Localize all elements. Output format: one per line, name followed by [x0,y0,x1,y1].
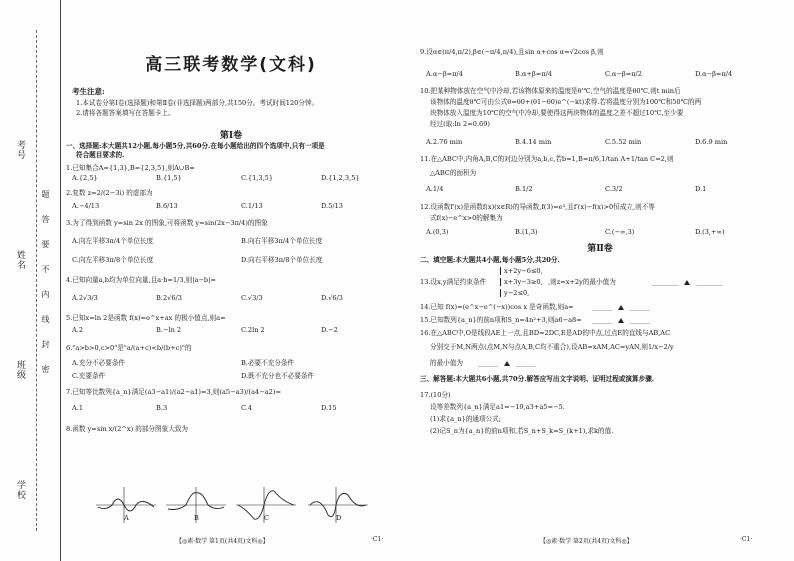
question-13-tail: ,则z=x+2y的最小值为 [548,278,616,286]
option: B.向右平移3π/4个单位长度 [241,237,323,245]
answer-blank-marker: ______ ______ [592,316,650,324]
option: C.1/13 [241,202,263,210]
question-15: 15.已知数列{a_n}的前n项和S_n=4n²+3,则a6−a8= [420,316,582,324]
question-3: 3.为了得到函数 y=sin 2x 的图象,可将函数 y=sin(2x−3π/4)的图象 [66,219,268,227]
option: B.2√6/3 [156,294,182,302]
constraint: y−2≤0, [500,289,529,297]
option: B.{1,5} [156,174,182,182]
question-1: 1.已知集合A={1,3},B={2,3,5},则A∪B= [66,164,195,172]
option: D.5/13 [321,202,343,210]
question-16: 16.在△ABC中,O是线段AE上一点,且BD=2DC,E是AD的中点,过点E的直线与AB,AC [420,329,671,337]
binding-label-exam-number: 考号 [15,140,25,160]
part2-intro: 二、填空题:本大题共4小题,每小题5分,共20分. [420,256,560,264]
page-number: ·C1· [371,536,384,543]
question-9: 9.设α∈(π/4,π/2),β∈(−π/4,π/4),且sin α+cos α=√2cos β,则 [420,48,604,56]
option: D.既不充分也不必要条件 [241,372,315,380]
option: D.15 [321,404,337,412]
option: C.5.52 min [605,138,642,146]
option: B.必要不充分条件 [241,359,295,367]
left-column [66,0,396,561]
option: D.6.9 min [695,138,728,146]
question-16: 的最小值为 [430,359,463,367]
option: C.α−β=π/2 [605,70,642,78]
question-10: 该物体的温度θ℃可由公式θ=θ0+(θ1−θ0)e^(−kt)求得.若将温度分别为100℃和50℃的两 [430,98,702,106]
question-17-heading: 17.(10分) [420,391,451,399]
question-17: 设等差数列{a_n}满足a1=−19,a3+a5=−5. [430,403,565,411]
question-16: 分别交于M,N两点(点M,N与点A,B,C均不重合),设AB=xAM,AC=yAN,则1/x−2/y [430,343,674,351]
option: D.−2 [321,326,338,334]
option: B.α+β=π/4 [515,70,553,78]
seal-line [36,30,37,531]
page-title: 高三联考数学(文科) [145,55,317,75]
question-12: 12.设函数f′(x)是函数f(x)(x∈R)的导函数,f(3)=e³,且f′(x)−f(x)>0恒成立,则不等 [420,203,655,211]
triangle-icon [618,318,624,323]
page-footer: 【◎素·数学 第2页(共4页)文科◎】 [540,538,633,545]
page-footer: 【◎素·数学 第1页(共4页)文科◎】 [176,538,269,545]
seal-warning-char: 封 [41,340,50,348]
question-6: 6."a>b>0,c>0"是"a/(a+c)<b/(b+c)"的 [66,344,192,352]
option: B.6/13 [156,202,178,210]
seal-warning-char: 不 [41,265,50,273]
part3-intro: 三、解答题:本大题共6小题,共70分.解答应写出文字说明、证明过程或演算步骤. [420,375,655,383]
question-17: (1)求{a_n}的通项公式; [430,415,501,423]
question-4: 4.已知向量a,b均为单位向量,且a·b=1/3,则|a−b|= [66,276,216,284]
question-10: 经过(取:ln 2=0.69) [430,120,491,128]
question-10: 10.把某种物体放在空气中冷却,若该物体原来的温度是θ'℃,空气的温度是θ0℃,则t min后 [420,87,681,95]
graph-label: B [194,514,199,522]
option: D.向右平移3π/8个单位长度 [241,256,323,264]
question-7: 7.已知等比数列{a_n}满足(a3−a1)/(a2−a1)=3,则(a5−a3)/(a4−a2)= [66,388,281,396]
question-10: 块物体放入温度为10℃的空气中冷却,要使得这两块物体的温度之差不超过10℃,至少要 [430,109,684,117]
graph-label: C [264,514,270,522]
triangle-icon [684,280,690,285]
option: B.−ln 2 [156,326,182,334]
right-column [420,0,780,561]
option: C.(−∞,3) [605,228,635,236]
option: C.充要条件 [72,372,106,380]
option: C.2ln 2 [241,326,265,334]
section-title-part2: 第Ⅱ卷 [587,244,613,254]
question-2: 2.复数 z=2/(2−3i) 的虚部为 [66,189,153,197]
graph-label: D [336,514,342,522]
option: D.{1,2,3,5} [321,174,360,182]
constraint: x+2y−6≤0, [500,267,543,275]
option: C.3/2 [605,185,623,193]
binding-label-class: 班级 [15,360,25,380]
question-11: 11.在△ABC中,内角A,B,C的对边分别为a,b,c,若b=1,B=π/6,1/tan A+1/tan C=2,则 [420,155,674,163]
triangle-icon [618,305,624,310]
option: C.向左平移3π/8个单位长度 [72,256,154,264]
binding-label-name: 姓名 [15,250,25,270]
seal-warning-char: 答 [41,215,50,223]
seal-warning-char: 线 [41,315,50,323]
page-number: ·C1· [740,536,753,543]
part1-intro: 符合题目要求的. [76,151,125,159]
option: A.(0,3) [426,228,449,236]
option: B.3 [156,404,168,412]
option: D.√6/3 [321,294,343,302]
option: C.√3/3 [241,294,263,302]
constraint: x+3y−3≥0, [500,278,543,286]
answer-blank-marker: ______ ______ [478,359,536,367]
notice-item: 2.请将各题答案填写在答题卡上。 [76,109,175,117]
seal-warning-char: 要 [41,240,50,248]
section-title-part1: 第Ⅰ卷 [219,131,243,141]
option: D.1 [695,185,707,193]
binding-label-school: 学校 [15,480,25,500]
option: A.2 [72,326,84,334]
question-12: 式f(x)−e^x>0的解集为 [430,214,503,222]
option: B.4.14 min [515,138,552,146]
seal-warning-char: 内 [41,290,50,298]
answer-blank-marker: ______ ______ [592,303,650,311]
question-8: 8.函数 y=sin x/(2^x) 的部分图象大致为 [66,425,189,433]
question-17: (2)记S_n为{a_n}的前n项和,若S_n+S_k=S_(k+1),求k的值. [430,427,614,435]
option: A.向左平移3π/4个单位长度 [72,237,154,245]
option: A.{2,5} [72,174,98,182]
option: A.1 [72,404,84,412]
graph-label: A [124,514,129,522]
notice-item: 1.本试卷分第Ⅰ卷(选择题)和第Ⅱ卷(非选择题)两部分,共150分。考试时间120分钟。 [76,99,319,107]
option: A.充分不必要条件 [72,359,126,367]
option: A.2√3/3 [72,294,98,302]
part1-intro: 一、选择题:本大题共12小题,每小题5分,共60分.在每小题给出的四个选项中,只有一项是 [66,142,325,150]
notice-title: 考生注意: [72,87,105,96]
seal-warning-char: 密 [41,365,50,373]
option: C.{1,3,5} [241,174,274,182]
option: A.α−β=π/4 [426,70,463,78]
option: D.(3,+∞) [695,228,725,236]
question-5: 5.已知x=ln 2是函数 f(x)=e^x+ax 的极小值点,则a= [66,314,226,322]
option: A.2.76 min [426,138,463,146]
option: A.1/4 [426,185,444,193]
option: D.α−β=π/4 [695,70,733,78]
question-11: △ABC的面积为 [430,169,477,177]
answer-blank-marker: ________ ________ [652,278,723,286]
option: B.(1,3) [515,228,538,236]
binding-strip [0,0,61,561]
seal-warning-char: 题 [41,190,50,198]
question-13: 13.设x,y满足约束条件 [420,278,487,286]
option: A.−4/13 [72,202,100,210]
question-14: 14.已知 f(x)=(e^x−e^(−x))cos x 是奇函数,则a= [420,303,574,311]
triangle-icon [504,361,510,366]
option: C.4 [241,404,253,412]
option: B.1/2 [515,185,533,193]
